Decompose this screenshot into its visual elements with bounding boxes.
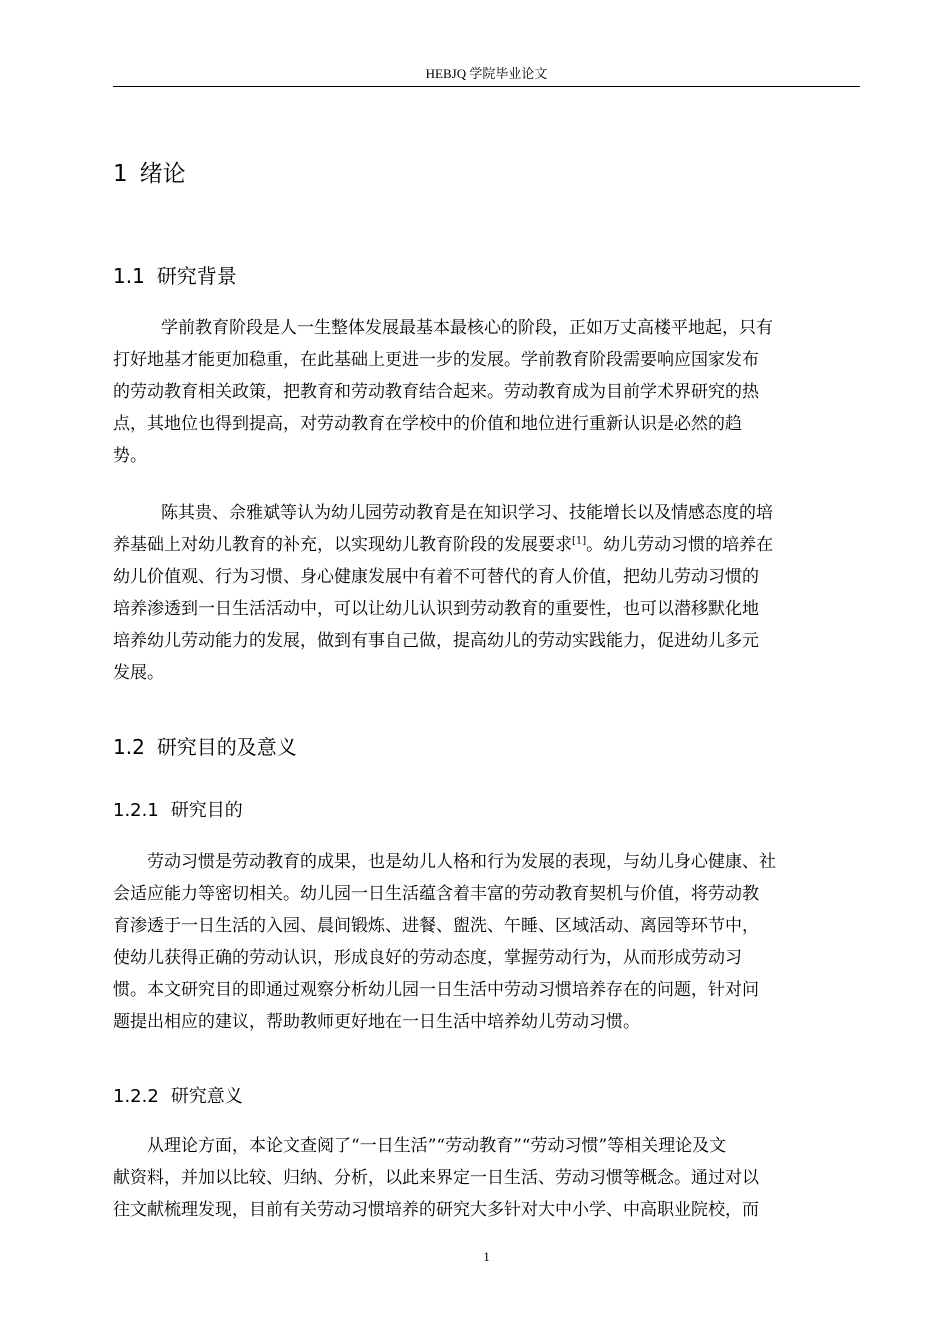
- paragraph-background-1: [113, 312, 860, 472]
- section-heading-1-2: [113, 733, 297, 761]
- paragraph-text: 养基础上对幼儿教育的补充，以实现幼儿教育阶段的发展要求: [113, 535, 572, 555]
- paragraph-line: [113, 529, 860, 561]
- paragraph-line: 幼儿价值观、行为习惯、身心健康发展中有着不可替代的育人价值，把幼儿劳动习惯的: [113, 567, 759, 587]
- subsection-title: 研究目的: [170, 800, 243, 821]
- paragraph-line: 点，其地位也得到提高，对劳动教育在学校中的价值和地位进行重新认识是必然的趋: [113, 414, 742, 434]
- section-number: 1.2: [113, 735, 145, 759]
- subsection-title: 研究意义: [170, 1086, 243, 1107]
- paragraph-line: 势。: [113, 446, 147, 466]
- paragraph-line: 的劳动教育相关政策，把教育和劳动教育结合起来。劳动教育成为目前学术界研究的热: [113, 382, 759, 402]
- paragraph-line: 育渗透于一日生活的入园、晨间锻炼、进餐、盥洗、午睡、区域活动、离园等环节中，: [113, 916, 759, 936]
- paragraph-line: 培养渗透到一日生活活动中，可以让幼儿认识到劳动教育的重要性，也可以潜移默化地: [113, 599, 759, 619]
- paragraph-line: 从理论方面，本论文查阅了“一日生活”“劳动教育”“劳动习惯”等相关理论及文: [147, 1136, 727, 1156]
- paragraph-line: 往文献梳理发现，目前有关劳动习惯培养的研究大多针对大中小学、中高职业院校，而: [113, 1200, 759, 1220]
- page-number: 1: [483, 1249, 490, 1264]
- paragraph-line: 培养幼儿劳动能力的发展，做到有事自己做，提高幼儿的劳动实践能力，促进幼儿多元: [113, 631, 759, 651]
- section-title: 研究背景: [156, 264, 237, 288]
- paragraph-purpose: [113, 846, 860, 1038]
- header-rule: [113, 86, 860, 87]
- chapter-heading: [113, 158, 186, 190]
- subsection-heading-1-2-2: [113, 1084, 243, 1110]
- subsection-number: 1.2.1: [113, 800, 159, 821]
- paragraph-line: 惯。本文研究目的即通过观察分析幼儿园一日生活中劳动习惯培养存在的问题，针对问: [113, 980, 759, 1000]
- section-number: 1.1: [113, 264, 145, 288]
- running-header: HEBJQ 学院毕业论文: [425, 66, 548, 81]
- citation-ref: [1]: [572, 535, 587, 547]
- paragraph-line: 陈其贵、佘雅斌等认为幼儿园劳动教育是在知识学习、技能增长以及情感态度的培: [161, 503, 773, 523]
- paragraph-line: 献资料，并加以比较、归纳、分析，以此来界定一日生活、劳动习惯等概念。通过对以: [113, 1168, 759, 1188]
- subsection-heading-1-2-1: [113, 798, 243, 824]
- paragraph-line: 使幼儿获得正确的劳动认识，形成良好的劳动态度，掌握劳动行为，从而形成劳动习: [113, 948, 742, 968]
- section-heading-1-1: [113, 262, 237, 290]
- paragraph-line: 题提出相应的建议，帮助教师更好地在一日生活中培养幼儿劳动习惯。: [113, 1012, 640, 1032]
- chapter-number: 1: [113, 161, 128, 187]
- section-title: 研究目的及意义: [156, 735, 297, 759]
- paragraph-text: 。幼儿劳动习惯的培养在: [586, 535, 774, 555]
- paragraph-background-2: [113, 497, 860, 689]
- paragraph-significance: [113, 1130, 860, 1226]
- subsection-number: 1.2.2: [113, 1086, 159, 1107]
- paragraph-line: 学前教育阶段是人一生整体发展最基本最核心的阶段，正如万丈高楼平地起，只有: [161, 318, 773, 338]
- paragraph-line: 发展。: [113, 663, 164, 683]
- paragraph-line: 劳动习惯是劳动教育的成果，也是幼儿人格和行为发展的表现，与幼儿身心健康、社: [147, 852, 776, 872]
- chapter-title: 绪论: [139, 161, 186, 187]
- paragraph-line: 会适应能力等密切相关。幼儿园一日生活蕴含着丰富的劳动教育契机与价值，将劳动教: [113, 884, 759, 904]
- paragraph-line: 打好地基才能更加稳重，在此基础上更进一步的发展。学前教育阶段需要响应国家发布: [113, 350, 759, 370]
